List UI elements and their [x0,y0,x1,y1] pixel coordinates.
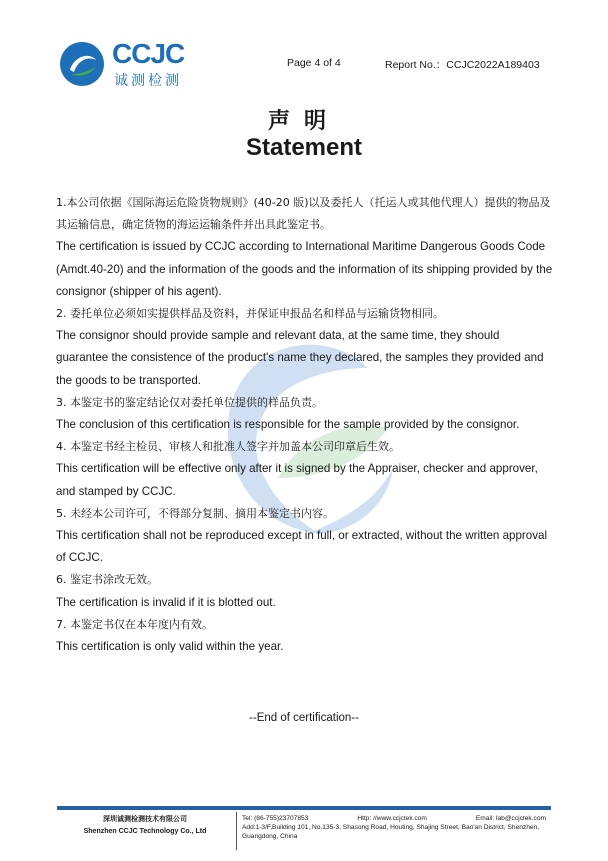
statement-body [56,192,554,658]
clause-4-en: This certification will be effective only after it is signed by the Appraiser, checker and approver, and stamped by CCJC. [56,462,538,498]
page-number: Page 4 of 4 [287,57,341,69]
end-of-certification: --End of certification-- [249,712,359,724]
title-chinese: 声明 [267,108,340,134]
clause-5-en: This certification shall not be reproduced except in full, or extracted, without the written approval of CCJC. [56,529,548,565]
clause-2-cn: 2. 委托单位必须如实提供样品及资料，并保证申报品名和样品与运输货物相同。 [56,307,444,321]
clause-7-cn: 7. 本鉴定书仅在本年度内有效。 [56,617,213,631]
logo-wordmark: CCJC [112,38,185,69]
footer-contact [242,814,546,841]
clause-6-en: The certification is invalid if it is blotted out. [56,595,276,609]
footer-divider [57,806,551,810]
clause-1-cn: 1.本公司依据《国际海运危险货物规则》(40-20 版)以及委托人（托运人或其他代理人）提供的物品及其运输信息，确定货物的海运运输条件并出具此鉴定书。 [56,196,551,232]
footer-tel: Tel: (86-755)23707853 [242,815,309,822]
footer-email[interactable]: Email: lab@ccjctek.com [475,815,546,822]
clause-4-cn: 4. 本鉴定书经主检员、审核人和批准人签字并加盖本公司印章后生效。 [56,440,400,454]
title-english: Statement [245,134,363,161]
footer-company-cn: 深圳诚测检测技术有限公司 [103,815,187,823]
footer-website[interactable]: Http: //www.ccjctek.com [357,815,427,822]
clause-2-en: The consignor should provide sample and relevant data, at the same time, they should guarantee the consistence of the product's name they declared, the samples they provided and the goods to be transported. [56,329,544,387]
company-logo [58,38,208,90]
clause-3-cn: 3. 本鉴定书的鉴定结论仅对委托单位提供的样品负责。 [56,395,323,409]
footer-address: Add:1-3/F,Building 101, No.135-3, Shasong Road, Houting, Shajing Street, Bao'an District, Shenzhen, Guangdong, China [242,824,540,840]
clause-7-en: This certification is only valid within the year. [56,640,284,654]
logo-cn-text: 诚测检测 [114,73,182,89]
clause-5-cn: 5. 未经本公司许可，不得部分复制、摘用本鉴定书内容。 [56,506,334,520]
logo-emblem-icon [58,40,106,88]
report-number: Report No.：CCJC2022A189403 [385,59,540,71]
clause-6-cn: 6. 鉴定书涂改无效。 [56,573,158,587]
clause-1-en: The certification is issued by CCJC according to International Maritime Dangerous Goods Code (Amdt.40-20) and the information of the goods and the information of its shipping provided by the consignor (shipper of his agent). [56,240,553,298]
clause-3-en: The conclusion of this certification is responsible for the sample provided by the consignor. [56,418,520,432]
footer-separator [236,812,237,850]
footer-company-en: Shenzhen CCJC Technology Co., Ltd [83,828,207,835]
